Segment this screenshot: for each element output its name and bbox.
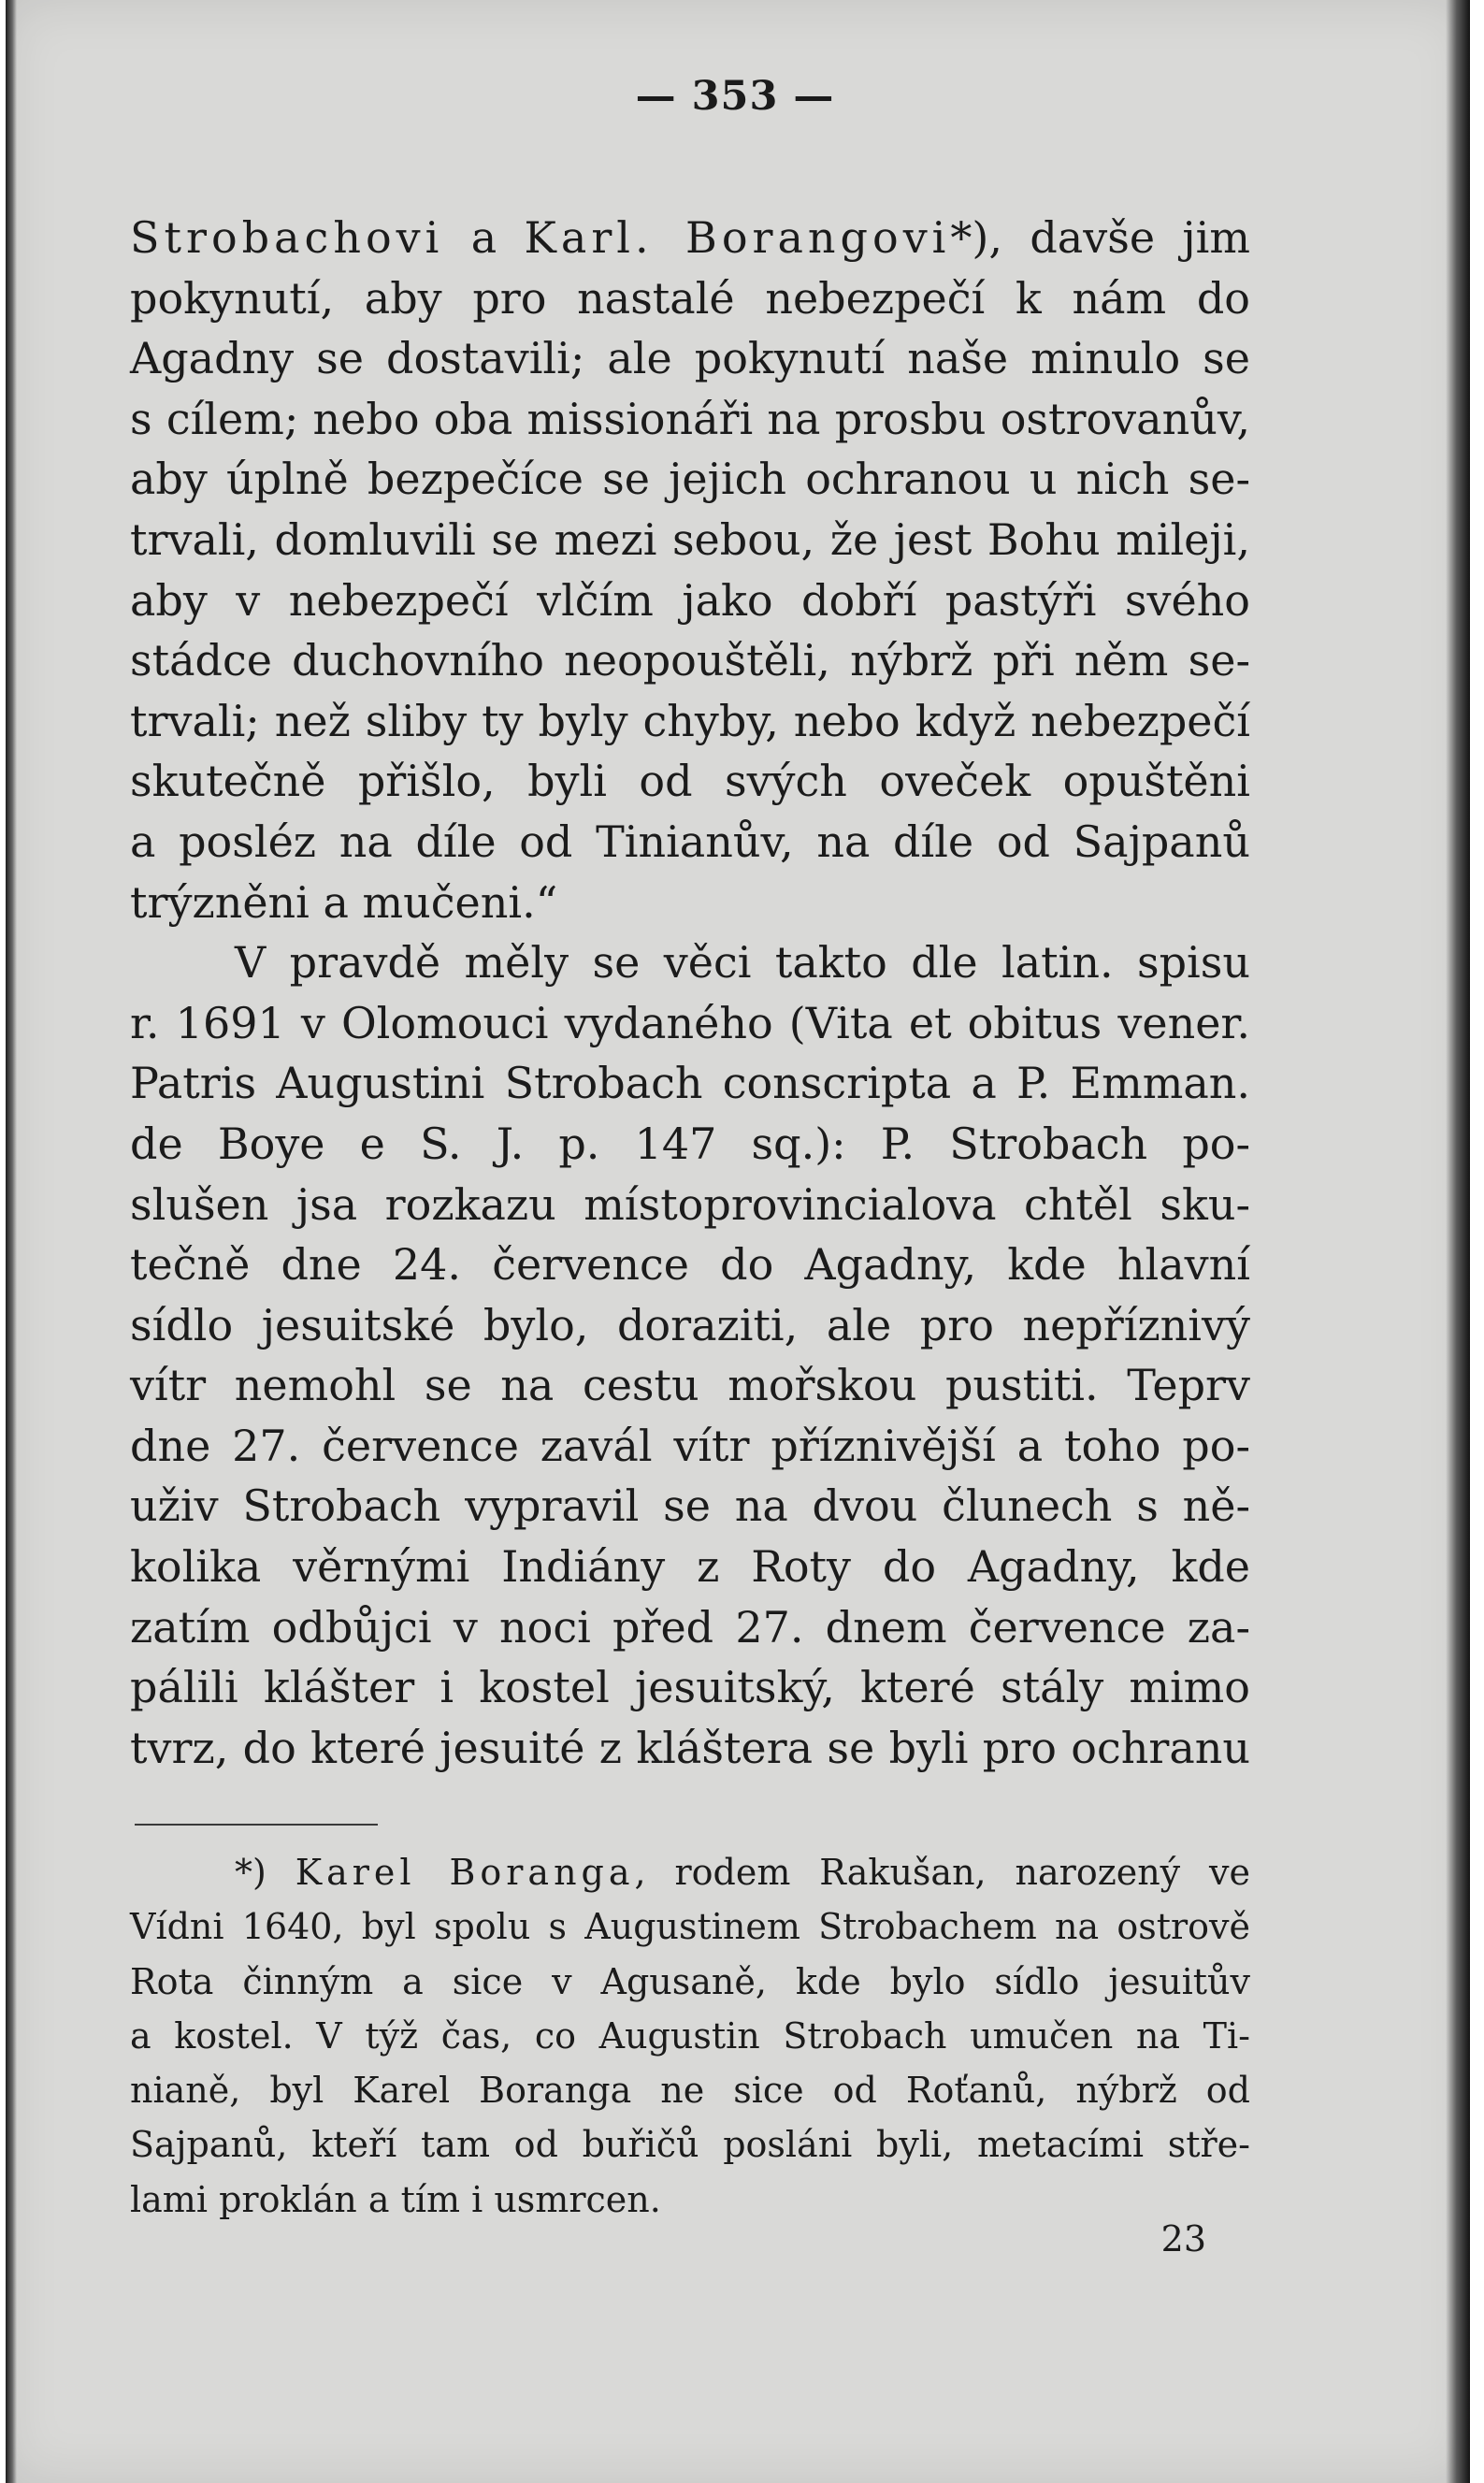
- text-line-5: aby úplně bezpečíce se jejich ochranou u nich se-: [130, 454, 1250, 505]
- footnote-line-2: Vídni 1640, byl spolu s Augustinem Strobachem na ostrově: [130, 1906, 1250, 1948]
- text-line-1: [130, 208, 1250, 268]
- footnote-line-4: a kostel. V týž čas, co Augustin Strobach umučen na Ti-: [130, 2014, 1250, 2057]
- text-line-10: skutečně přišlo, byli od svých oveček opuštěni: [130, 756, 1250, 807]
- conjunction: a: [443, 212, 525, 263]
- text-line-25: pálili klášter i kostel jesuitský, které stály mimo: [130, 1662, 1250, 1713]
- text-line-3: Agadny se dostavili; ale pokynutí naše minulo se: [130, 333, 1250, 384]
- text-line-14: r. 1691 v Olomouci vydaného (Vita et obitus vener.: [130, 997, 1250, 1048]
- text-line-2: pokynutí, aby pro nastalé nebezpečí k nám do: [130, 272, 1250, 324]
- footnote-divider: [135, 1824, 378, 1826]
- text-line-13: V pravdě měly se věci takto dle latin. spisu: [235, 937, 1250, 989]
- footnote-line-1-rest: , rodem Rakušan, narozený ve: [634, 1852, 1250, 1893]
- text-line-26: tvrz, do které jesuité z kláštera se byli pro ochranu: [130, 1722, 1250, 1773]
- footnote: [130, 1845, 1250, 2227]
- footnote-line-5: nianě, byl Karel Boranga ne sice od Roťanů, nýbrž od: [130, 2070, 1250, 2112]
- footnote-line-6: Sajpanů, kteří tam od buřičů posláni byli, metacími stře-: [130, 2124, 1250, 2166]
- line-1-rest: *), davše jim: [950, 212, 1251, 263]
- text-line-19: sídlo jesuitské bylo, doraziti, ale pro nepříznivý: [130, 1299, 1250, 1350]
- page-left-edge-shadow: [6, 0, 17, 2483]
- footnote-line-3: Rota činným a sice v Agusaně, kde bylo sídlo jesuitův: [130, 1960, 1250, 2002]
- text-line-18: tečně dne 24. července do Agadny, kde hlavní: [130, 1239, 1250, 1291]
- main-text: [130, 208, 1250, 1778]
- text-line-6: trvali, domluvili se mezi sebou, že jest Bohu mileji,: [130, 513, 1250, 565]
- footnote-mark: *): [235, 1852, 295, 1893]
- text-line-22: uživ Strobach vypravil se na dvou člunech s ně-: [130, 1480, 1250, 1532]
- text-line-8: stádce duchovního neopouštěli, nýbrž při něm se-: [130, 635, 1250, 686]
- book-page: [6, 0, 1470, 2483]
- name-karel-boranga: Karel Boranga: [295, 1852, 635, 1893]
- footnote-line-7: lami proklán a tím i usmrcen.: [130, 2178, 661, 2220]
- text-line-21: dne 27. července zavál vítr příznivější a toho po-: [130, 1420, 1250, 1471]
- text-line-9: trvali; než sliby ty byly chyby, nebo když nebezpečí: [130, 695, 1250, 746]
- text-line-20: vítr nemohl se na cestu mořskou pustiti. Teprv: [130, 1360, 1250, 1411]
- text-line-17: slušen jsa rozkazu místoprovincialova chtěl sku-: [130, 1178, 1250, 1230]
- signature-mark: 23: [1160, 2218, 1206, 2259]
- text-line-11: a posléz na díle od Tinianův, na díle od Sajpanů: [130, 816, 1250, 867]
- text-line-16: de Boye e S. J. p. 147 sq.): P. Strobach po-: [130, 1118, 1250, 1169]
- name-karl-borangovi: Karl. Borangovi: [524, 212, 951, 263]
- text-line-7: aby v nebezpečí vlčím jako dobří pastýři svého: [130, 574, 1250, 626]
- text-line-24: zatím odbůjci v noci před 27. dnem července za-: [130, 1601, 1250, 1653]
- page-right-edge-shadow: [1446, 0, 1470, 2483]
- name-strobachovi: Strobachovi: [130, 212, 444, 263]
- footnote-line-1: [130, 1845, 1250, 1899]
- page-number: — 353 —: [635, 73, 835, 120]
- text-line-12: trýzněni a mučeni.“: [130, 876, 558, 928]
- text-line-15: Patris Augustini Strobach conscripta a P. Emman.: [130, 1058, 1250, 1109]
- text-line-23: kolika věrnými Indiány z Roty do Agadny, kde: [130, 1541, 1250, 1593]
- text-line-4: s cílem; nebo oba missionáři na prosbu ostrovanův,: [130, 393, 1250, 444]
